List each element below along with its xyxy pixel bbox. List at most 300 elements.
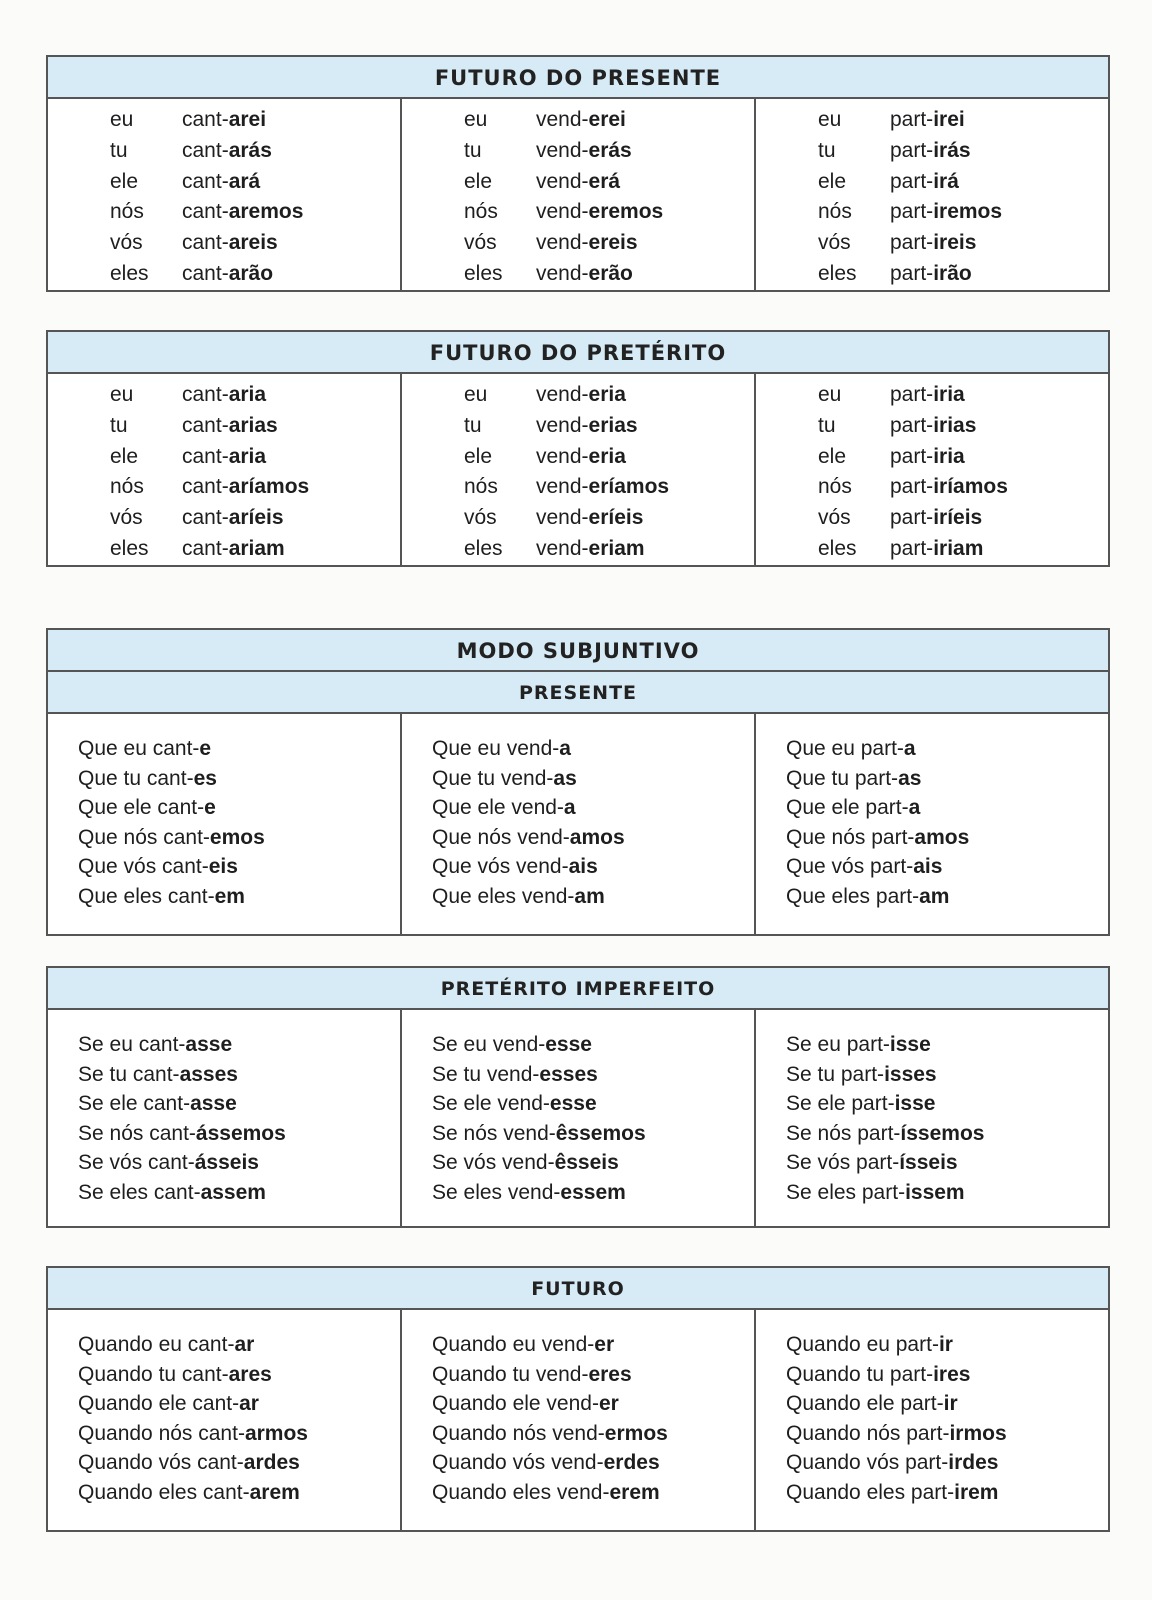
verb-ending: irmos — [949, 1421, 1007, 1445]
verb-stem: part- — [890, 475, 934, 499]
verb-form — [890, 534, 1108, 565]
phrase-stem: Quando tu part- — [786, 1362, 934, 1386]
pronoun: vós — [110, 231, 143, 255]
verb-form — [890, 136, 1108, 167]
phrase-stem: Se ele vend- — [432, 1092, 550, 1115]
column-er — [402, 1310, 756, 1530]
verb-stem: vend- — [536, 506, 589, 530]
verb-stem: part- — [890, 444, 934, 468]
conjugation-line — [78, 1330, 400, 1360]
phrase-stem: Se tu part- — [786, 1062, 885, 1086]
pronoun: tu — [110, 413, 128, 437]
phrase-stem: Quando eu cant- — [78, 1333, 235, 1356]
verb-stem: cant- — [182, 413, 229, 437]
verb-stem: part- — [890, 138, 934, 162]
verb-ending: eres — [588, 1362, 632, 1386]
verb-ending: e — [204, 796, 216, 819]
verb-ending: iremos — [933, 200, 1003, 224]
phrase-stem: Que eles part- — [786, 884, 920, 908]
pronoun: eu — [818, 383, 842, 406]
column-ir — [756, 374, 1108, 565]
pronoun: tu — [818, 138, 836, 162]
table-futuro-do-preterito — [46, 330, 1110, 567]
phrase-stem: Se eu vend- — [432, 1033, 546, 1056]
phrase-stem: Que ele cant- — [78, 796, 205, 819]
verb-ending: erdes — [603, 1451, 660, 1474]
phrase-stem: Se eu cant- — [78, 1033, 186, 1056]
verb-ending: irias — [933, 413, 977, 437]
conjugation-line — [786, 734, 1108, 764]
pronoun: eles — [110, 262, 149, 286]
verb-ending: irdes — [948, 1451, 999, 1474]
pronoun: ele — [110, 444, 139, 468]
verb-ending: ires — [933, 1362, 971, 1386]
verb-form — [890, 259, 1108, 290]
pronoun: eu — [464, 108, 488, 131]
verb-stem: vend- — [536, 383, 589, 406]
conjugation-line — [432, 1478, 754, 1508]
column-er — [402, 99, 756, 290]
pronoun: vós — [464, 506, 497, 530]
verb-stem: part- — [890, 169, 934, 193]
pronoun: vós — [818, 231, 851, 255]
column-ir — [756, 1310, 1108, 1530]
verb-ending: eriam — [588, 537, 645, 561]
phrase-stem: Quando eles cant- — [78, 1480, 250, 1504]
verb-ending: íssemos — [900, 1121, 985, 1145]
verb-ending: armos — [244, 1421, 308, 1445]
verb-ending: aria — [228, 383, 267, 406]
verb-stem: vend- — [536, 413, 589, 437]
pronoun: eu — [110, 108, 134, 131]
phrase-stem: Quando tu vend- — [432, 1362, 589, 1386]
verb-form — [890, 105, 1108, 136]
conjugation-line — [786, 882, 1108, 912]
verb-ending: ásseis — [194, 1151, 259, 1174]
conjugation-line — [432, 734, 754, 764]
pronoun: vós — [110, 506, 143, 530]
verb-stem: cant- — [182, 138, 229, 162]
pronoun: tu — [110, 138, 128, 162]
phrase-stem: Que tu vend- — [432, 766, 554, 790]
conjugation-line — [78, 882, 400, 912]
phrase-stem: Quando nós part- — [786, 1421, 950, 1445]
conjugation-line — [786, 1389, 1108, 1419]
verb-stem: part- — [890, 383, 934, 406]
pronoun: ele — [818, 444, 847, 468]
column-er — [402, 1010, 756, 1226]
phrase-stem: Que vós cant- — [78, 855, 209, 878]
verb-ending: iríamos — [933, 475, 1008, 499]
phrase-stem: Que eles cant- — [78, 884, 215, 908]
verb-form — [536, 197, 754, 228]
verb-ending: ará — [228, 169, 261, 193]
phrase-stem: Que vós part- — [786, 855, 914, 878]
verb-stem: cant- — [182, 200, 229, 224]
verb-form — [182, 136, 400, 167]
column-ar — [48, 714, 402, 934]
pronoun: eu — [464, 383, 488, 406]
verb-ending: ais — [568, 855, 598, 878]
verb-ending: irá — [933, 169, 959, 193]
table-futuro-do-presente — [46, 55, 1110, 292]
phrase-stem: Que eu part- — [786, 737, 904, 760]
verb-stem: vend- — [536, 138, 589, 162]
verb-ending: ermos — [604, 1421, 668, 1445]
conjugation-line — [78, 764, 400, 794]
verb-stem: part- — [890, 262, 934, 286]
conjugation-columns — [48, 714, 1108, 934]
section-title: MODO SUBJUNTIVO — [48, 630, 1108, 672]
verb-ending: issem — [905, 1180, 965, 1204]
column-ir — [756, 714, 1108, 934]
verb-form — [536, 472, 754, 503]
pronoun: eles — [110, 537, 149, 561]
verb-stem: vend- — [536, 444, 589, 468]
verb-stem: part- — [890, 537, 934, 561]
conjugation-line — [786, 852, 1108, 882]
verb-form — [182, 472, 400, 503]
phrase-stem: Quando vós cant- — [78, 1451, 244, 1474]
verb-stem: cant- — [182, 108, 229, 131]
phrase-stem: Quando nós cant- — [78, 1421, 245, 1445]
conjugation-line — [432, 1030, 754, 1060]
verb-stem: part- — [890, 200, 934, 224]
verb-form — [536, 105, 754, 136]
verb-ending: aremos — [228, 200, 304, 224]
pronoun: nós — [110, 200, 144, 224]
verb-stem: vend- — [536, 231, 589, 255]
verb-form — [182, 503, 400, 534]
phrase-stem: Que ele part- — [786, 796, 909, 819]
conjugation-line — [786, 1060, 1108, 1090]
conjugation-line — [78, 852, 400, 882]
pronoun: tu — [464, 138, 482, 162]
verb-stem: vend- — [536, 169, 589, 193]
verb-ending: a — [563, 796, 576, 819]
verb-ending: eríeis — [588, 506, 644, 530]
table-title: FUTURO DO PRESENTE — [48, 57, 1108, 99]
verb-ending: asse — [190, 1092, 237, 1115]
verb-ending: êssemos — [555, 1121, 646, 1145]
conjugation-columns — [48, 374, 1108, 565]
verb-ending: eríamos — [588, 475, 670, 499]
conjugation-line — [78, 1148, 400, 1178]
verb-ending: ar — [234, 1333, 255, 1356]
phrase-stem: Quando vós vend- — [432, 1451, 604, 1474]
phrase-stem: Quando nós vend- — [432, 1421, 605, 1445]
conjugation-line — [78, 1178, 400, 1208]
column-ar — [48, 1310, 402, 1530]
verb-stem: vend- — [536, 262, 589, 286]
verb-ending: iriam — [933, 537, 984, 561]
verb-ending: iria — [933, 383, 965, 406]
verb-ending: ir — [938, 1333, 953, 1356]
conjugation-line — [432, 1389, 754, 1419]
phrase-stem: Quando ele cant- — [78, 1392, 240, 1415]
phrase-stem: Se vós cant- — [78, 1151, 195, 1174]
phrase-stem: Se eu part- — [786, 1033, 890, 1056]
phrase-stem: Quando eles part- — [786, 1480, 955, 1504]
verb-ending: as — [553, 766, 577, 790]
verb-ending: em — [214, 884, 245, 908]
verb-ending: er — [598, 1392, 619, 1415]
verb-ending: erei — [588, 108, 626, 131]
verb-ending: aríeis — [228, 506, 284, 530]
verb-ending: esses — [539, 1062, 598, 1086]
conjugation-line — [786, 823, 1108, 853]
verb-form — [890, 228, 1108, 259]
table-title: FUTURO — [48, 1268, 1108, 1310]
verb-ending: asses — [179, 1062, 238, 1086]
verb-form — [536, 380, 754, 411]
pronoun: ele — [464, 444, 493, 468]
verb-ending: aríamos — [228, 475, 310, 499]
verb-ending: e — [199, 737, 212, 760]
pronoun: nós — [464, 200, 498, 224]
verb-ending: isses — [884, 1062, 937, 1086]
phrase-stem: Se vós vend- — [432, 1151, 555, 1174]
verb-ending: esse — [545, 1033, 592, 1056]
verb-ending: ísseis — [899, 1151, 958, 1174]
verb-ending: areis — [228, 231, 278, 255]
conjugation-line — [432, 1360, 754, 1390]
conjugation-line — [786, 1030, 1108, 1060]
verb-stem: cant- — [182, 506, 229, 530]
verb-ending: as — [898, 766, 922, 790]
conjugation-line — [786, 1330, 1108, 1360]
verb-form — [890, 503, 1108, 534]
table-subjuntivo-presente — [46, 628, 1110, 936]
verb-ending: ereis — [588, 231, 638, 255]
verb-ending: er — [594, 1333, 615, 1356]
verb-form — [182, 259, 400, 290]
pronoun: nós — [110, 475, 144, 499]
conjugation-line — [78, 734, 400, 764]
verb-ending: isse — [889, 1033, 931, 1056]
verb-form — [536, 503, 754, 534]
verb-ending: es — [193, 766, 217, 790]
table-futuro-subjuntivo — [46, 1266, 1110, 1532]
phrase-stem: Se eles vend- — [432, 1180, 561, 1204]
pronoun: tu — [818, 413, 836, 437]
verb-ending: irei — [933, 108, 965, 131]
pronoun: eu — [818, 108, 842, 131]
verb-ending: arias — [228, 413, 278, 437]
phrase-stem: Quando eu part- — [786, 1333, 939, 1356]
verb-form — [890, 380, 1108, 411]
verb-ending: emos — [209, 825, 265, 849]
table-title: PRETÉRITO IMPERFEITO — [48, 968, 1108, 1010]
conjugation-line — [432, 1419, 754, 1449]
verb-ending: amos — [569, 825, 625, 849]
verb-form — [182, 197, 400, 228]
conjugation-line — [78, 793, 400, 823]
conjugation-line — [78, 1060, 400, 1090]
verb-ending: aria — [228, 444, 267, 468]
verb-ending: eria — [588, 383, 626, 406]
table-title: FUTURO DO PRETÉRITO — [48, 332, 1108, 374]
verb-stem: cant- — [182, 383, 229, 406]
conjugation-line — [78, 1448, 400, 1478]
conjugation-line — [432, 793, 754, 823]
verb-ending: erá — [588, 169, 621, 193]
conjugation-line — [78, 823, 400, 853]
verb-form — [182, 228, 400, 259]
verb-stem: part- — [890, 231, 934, 255]
pronoun: tu — [464, 413, 482, 437]
verb-form — [182, 105, 400, 136]
phrase-stem: Que ele vend- — [432, 796, 564, 819]
verb-ending: êsseis — [554, 1151, 619, 1174]
verb-ending: erias — [588, 413, 638, 437]
verb-stem: cant- — [182, 169, 229, 193]
conjugation-line — [78, 1030, 400, 1060]
verb-stem: cant- — [182, 475, 229, 499]
verb-stem: cant- — [182, 231, 229, 255]
verb-ending: arem — [249, 1480, 300, 1504]
phrase-stem: Que eu cant- — [78, 737, 200, 760]
conjugation-line — [786, 1119, 1108, 1149]
verb-form — [182, 534, 400, 565]
verb-stem: vend- — [536, 200, 589, 224]
verb-stem: cant- — [182, 444, 229, 468]
phrase-stem: Se tu vend- — [432, 1062, 540, 1086]
conjugation-line — [432, 823, 754, 853]
pronoun: vós — [818, 506, 851, 530]
phrase-stem: Se ele part- — [786, 1092, 895, 1115]
conjugation-line — [786, 1148, 1108, 1178]
conjugation-line — [786, 764, 1108, 794]
conjugation-line — [78, 1089, 400, 1119]
column-er — [402, 374, 756, 565]
verb-form — [182, 380, 400, 411]
phrase-stem: Quando vós part- — [786, 1451, 949, 1474]
verb-ending: erás — [588, 138, 632, 162]
phrase-stem: Que tu part- — [786, 766, 899, 790]
verb-ending: a — [559, 737, 571, 760]
verb-ending: assem — [200, 1180, 266, 1204]
verb-ending: a — [903, 737, 916, 760]
conjugation-line — [432, 1178, 754, 1208]
phrase-stem: Que vós vend- — [432, 855, 569, 878]
verb-form — [182, 167, 400, 198]
verb-stem: part- — [890, 506, 934, 530]
phrase-stem: Que nós cant- — [78, 825, 210, 849]
phrase-stem: Se vós part- — [786, 1151, 900, 1174]
phrase-stem: Se nós cant- — [78, 1121, 196, 1145]
phrase-stem: Que nós vend- — [432, 825, 570, 849]
conjugation-line — [78, 1478, 400, 1508]
table-preterito-imperfeito — [46, 966, 1110, 1228]
verb-ending: ariam — [228, 537, 285, 561]
conjugation-line — [432, 1089, 754, 1119]
verb-ending: eis — [208, 855, 238, 878]
conjugation-line — [786, 1419, 1108, 1449]
verb-stem: vend- — [536, 475, 589, 499]
phrase-stem: Quando ele part- — [786, 1392, 944, 1415]
pronoun: vós — [464, 231, 497, 255]
verb-form — [536, 534, 754, 565]
conjugation-line — [432, 1330, 754, 1360]
verb-form — [182, 411, 400, 442]
column-ir — [756, 99, 1108, 290]
phrase-stem: Se nós part- — [786, 1121, 901, 1145]
phrase-stem: Que eles vend- — [432, 884, 575, 908]
phrase-stem: Se eles part- — [786, 1180, 906, 1204]
phrase-stem: Quando eles vend- — [432, 1480, 610, 1504]
verb-ending: ar — [239, 1392, 259, 1415]
conjugation-columns — [48, 99, 1108, 290]
verb-form — [890, 472, 1108, 503]
pronoun: ele — [818, 169, 847, 193]
phrase-stem: Se tu cant- — [78, 1062, 180, 1086]
verb-ending: arás — [228, 138, 272, 162]
verb-stem: vend- — [536, 108, 589, 131]
phrase-stem: Se eles cant- — [78, 1180, 201, 1204]
conjugation-line — [432, 1448, 754, 1478]
verb-ending: a — [908, 796, 921, 819]
phrase-stem: Se nós vend- — [432, 1121, 556, 1145]
conjugation-line — [78, 1419, 400, 1449]
phrase-stem: Que tu cant- — [78, 766, 194, 790]
verb-ending: ássemos — [195, 1121, 286, 1145]
phrase-stem: Quando tu cant- — [78, 1362, 229, 1386]
verb-form — [536, 411, 754, 442]
verb-ending: erem — [609, 1480, 660, 1504]
pronoun: eles — [464, 537, 503, 561]
conjugation-line — [78, 1389, 400, 1419]
conjugation-line — [78, 1360, 400, 1390]
conjugation-line — [78, 1119, 400, 1149]
conjugation-line — [786, 793, 1108, 823]
verb-form — [890, 197, 1108, 228]
column-ar — [48, 99, 402, 290]
verb-ending: am — [919, 884, 950, 908]
phrase-stem: Quando eu vend- — [432, 1333, 595, 1356]
conjugation-line — [786, 1178, 1108, 1208]
verb-ending: isse — [894, 1092, 936, 1115]
pronoun: nós — [818, 200, 852, 224]
phrase-stem: Se ele cant- — [78, 1092, 191, 1115]
conjugation-line — [432, 882, 754, 912]
conjugation-columns — [48, 1310, 1108, 1530]
verb-form — [182, 442, 400, 473]
conjugation-line — [432, 764, 754, 794]
verb-ending: irem — [954, 1480, 999, 1504]
verb-ending: asse — [185, 1033, 233, 1056]
verb-form — [536, 136, 754, 167]
conjugation-line — [786, 1478, 1108, 1508]
column-ar — [48, 374, 402, 565]
verb-ending: ireis — [933, 231, 977, 255]
verb-form — [536, 442, 754, 473]
pronoun: eles — [818, 537, 857, 561]
verb-ending: ardes — [243, 1451, 300, 1474]
verb-ending: am — [574, 884, 605, 908]
verb-form — [536, 167, 754, 198]
conjugation-line — [786, 1089, 1108, 1119]
pronoun: eles — [818, 262, 857, 286]
conjugation-line — [432, 1060, 754, 1090]
conjugation-line — [432, 1148, 754, 1178]
verb-ending: iríeis — [933, 506, 983, 530]
verb-ending: ares — [228, 1362, 272, 1386]
verb-ending: esse — [549, 1092, 597, 1115]
phrase-stem: Que nós part- — [786, 825, 915, 849]
verb-ending: ais — [913, 855, 943, 878]
verb-stem: part- — [890, 108, 934, 131]
